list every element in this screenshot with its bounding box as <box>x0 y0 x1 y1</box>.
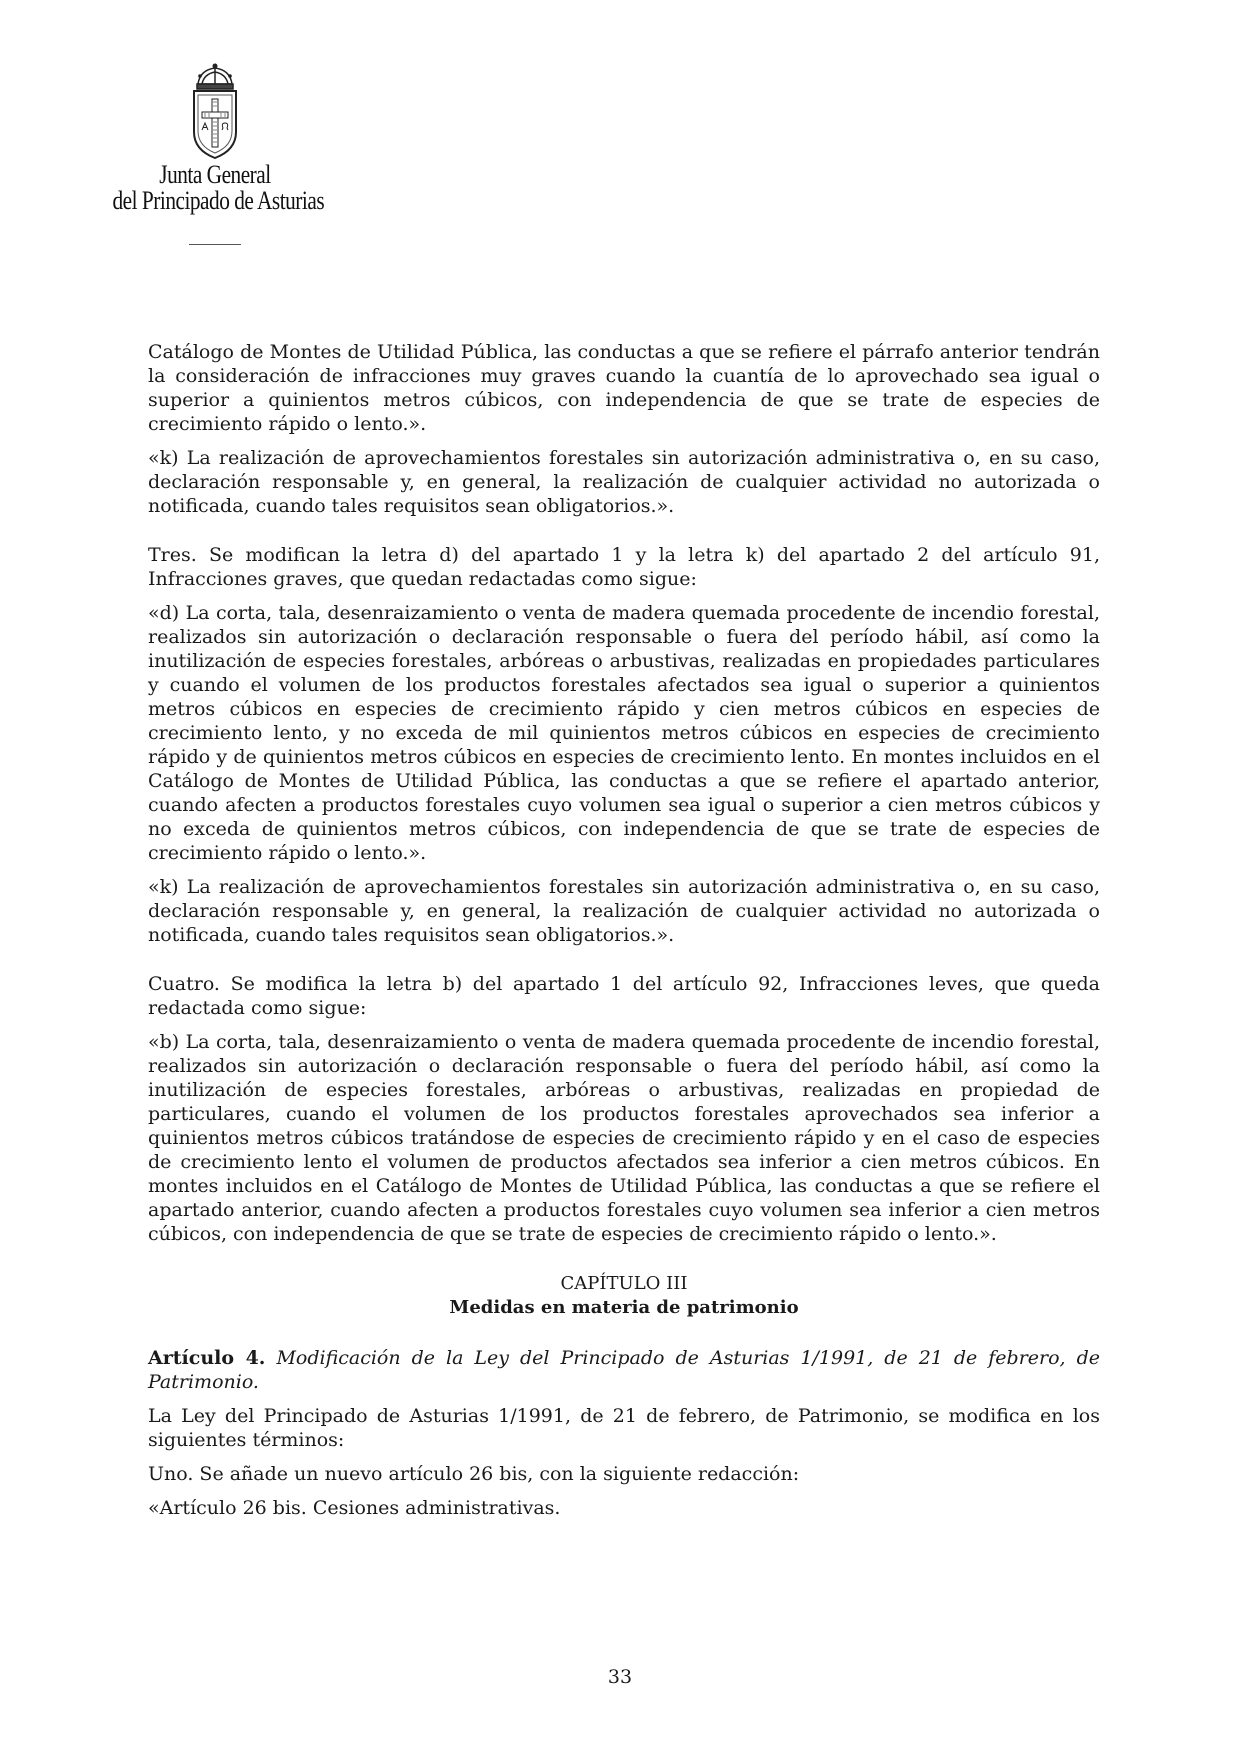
institution-name-line2: del Principado de Asturias <box>112 186 325 215</box>
paragraph: Catálogo de Montes de Utilidad Pública, las conductas a que se refiere el párrafo anterior tendrán la consideración de infracciones muy graves cuando la cuantía de lo aprovechado sea igual o superior a quinientos metros cúbicos, con independencia de que se trate de especies de crecimiento rápido o lento.». <box>148 341 1100 435</box>
paragraph: Uno. Se añade un nuevo artículo 26 bis, con la siguiente redacción: <box>148 1463 800 1485</box>
article-heading <box>148 1346 1100 1394</box>
paragraph: «b) La corta, tala, desenraizamiento o venta de madera quemada procedente de incendio forestal, realizados sin autorización o declaración responsable o fuera del período hábil, así como la inutilización de especies forestales, arbóreas o arbustivas, realizadas en propiedad de particulares, cuando el volumen de los productos forestales aprovechados sea inferior a quinientos metros cúbicos tratándose de especies de crecimiento rápido y en el caso de especies de crecimiento lento el volumen de productos afectados sea inferior a cien metros cúbicos. En montes incluidos en el Catálogo de Montes de Utilidad Pública, las conductas a que se refiere el apartado anterior, cuando afecten a productos forestales cuyo volumen sea inferior a cien metros cúbicos, con independencia de que se trate de especies de crecimiento rápido o lento.». <box>148 1031 1100 1245</box>
institution-logo <box>90 62 340 245</box>
article-label: Artículo 4. <box>148 1347 266 1369</box>
paragraph: Tres. Se modifican la letra d) del apartado 1 y la letra k) del apartado 2 del artículo 91, Infracciones graves, que quedan redactadas como sigue: <box>148 544 1100 590</box>
header-divider <box>189 244 241 245</box>
paragraph: Cuatro. Se modifica la letra b) del apartado 1 del artículo 92, Infracciones leves, que queda redactada como sigue: <box>148 973 1100 1019</box>
institution-name-line1: Junta General <box>159 160 271 189</box>
page-number: 33 <box>607 1666 633 1688</box>
paragraph: «k) La realización de aprovechamientos forestales sin autorización administrativa o, en su caso, declaración responsable y, en general, la realización de cualquier actividad no autorizada o notificada, cuando tales requisitos sean obligatorios.». <box>148 876 1100 946</box>
document-body <box>148 340 1100 1520</box>
chapter-title: CAPÍTULO III <box>560 1273 688 1294</box>
paragraph: La Ley del Principado de Asturias 1/1991, de 21 de febrero, de Patrimonio, se modifica en los siguientes términos: <box>148 1405 1100 1451</box>
paragraph: «k) La realización de aprovechamientos forestales sin autorización administrativa o, en su caso, declaración responsable y, en general, la realización de cualquier actividad no autorizada o notificada, cuando tales requisitos sean obligatorios.». <box>148 447 1100 517</box>
paragraph: «d) La corta, tala, desenraizamiento o venta de madera quemada procedente de incendio forestal, realizados sin autorización o declaración responsable o fuera del período hábil, así como la inutilización de especies forestales, arbóreas o arbustivas, realizadas en propiedades particulares y cuando el volumen de los productos forestales afectados sea igual o superior a quinientos metros cúbicos en especies de crecimiento rápido y cien metros cúbicos en especies de crecimiento lento, y no exceda de mil quinientos metros cúbicos en especies de crecimiento rápido y de quinientos metros cúbicos en especies de crecimiento lento. En montes incluidos en el Catálogo de Montes de Utilidad Pública, las conductas a que se refiere el apartado anterior, cuando afecten a productos forestales cuyo volumen sea igual o superior a cien metros cúbicos y no exceda de quinientos metros cúbicos, con independencia de que se trate de especies de crecimiento rápido o lento.». <box>148 602 1100 864</box>
coat-of-arms-icon <box>180 62 250 162</box>
article-title: Modificación de la Ley del Principado de Asturias 1/1991, de 21 de febrero, de Patrimonio. <box>148 1347 1100 1393</box>
chapter-subtitle: Medidas en materia de patrimonio <box>449 1297 799 1318</box>
institution-name <box>112 160 325 215</box>
paragraph: «Artículo 26 bis. Cesiones administrativas. <box>148 1497 561 1519</box>
